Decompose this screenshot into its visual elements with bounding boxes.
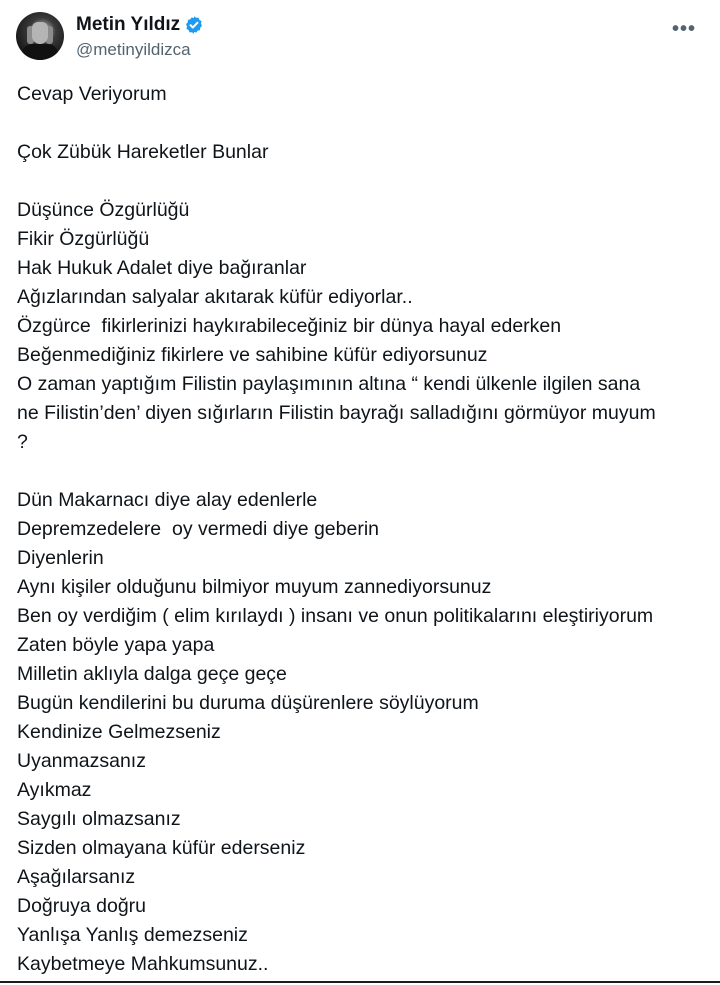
avatar[interactable] (16, 12, 64, 60)
author-handle[interactable]: @metinyildizca (76, 40, 191, 59)
tweet-line: Beğenmediğiniz fikirlere ve sahibine küfür ediyorsunuz (17, 344, 488, 366)
tweet-line: Özgürce fikirlerinizi haykırabileceğiniz bir dünya hayal ederken (17, 315, 562, 337)
tweet-text (17, 80, 712, 979)
tweet-line: O zaman yaptığım Filistin paylaşımının altına “ kendi ülkenle ilgilen sana (17, 373, 641, 395)
tweet-line: Aynı kişiler olduğunu bilmiyor muyum zannediyorsunuz (17, 576, 492, 598)
tweet-line: Sizden olmayana küfür ederseniz (17, 837, 306, 859)
tweet-header (16, 8, 704, 64)
tweet-line: Düşünce Özgürlüğü (17, 199, 190, 221)
tweet-line: Saygılı olmazsanız (17, 808, 181, 830)
more-horizontal-icon[interactable]: ••• (671, 18, 696, 40)
tweet-line: Diyenlerin (17, 547, 104, 569)
tweet-line: Uyanmazsanız (17, 750, 146, 772)
tweet-line: Kaybetmeye Mahkumsunuz.. (17, 953, 269, 975)
tweet-line: Ayıkmaz (17, 779, 92, 801)
tweet-line: Aşağılarsanız (17, 866, 136, 888)
tweet-line: Dün Makarnacı diye alay edenlerle (17, 489, 318, 511)
tweet-line: Doğruya doğru (17, 895, 146, 917)
tweet-line-blank (17, 109, 712, 138)
bottom-divider (0, 981, 720, 983)
tweet-line: Zaten böyle yapa yapa (17, 634, 215, 656)
tweet-line: Depremzedelere oy vermedi diye geberin (17, 518, 380, 540)
tweet-line: Hak Hukuk Adalet diye bağıranlar (17, 257, 307, 279)
avatar-body-shape (22, 44, 58, 60)
tweet-line: Fikir Özgürlüğü (17, 228, 150, 250)
avatar-face-shape (32, 22, 48, 44)
tweet-line: ne Filistin’den’ diyen sığırların Filistin bayrağı salladığını görmüyor muyum (17, 402, 656, 424)
author-name-row (76, 14, 204, 36)
tweet-line: Kendinize Gelmezseniz (17, 721, 221, 743)
tweet-line: Çok Zübük Hareketler Bunlar (17, 141, 269, 163)
author-display-name[interactable]: Metin Yıldız (76, 14, 181, 35)
tweet-line: Bugün kendilerini bu duruma düşürenlere söylüyorum (17, 692, 479, 714)
tweet-line: ? (17, 431, 28, 453)
tweet-line: Ben oy verdiğim ( elim kırılaydı ) insanı ve onun politikalarını eleştiriyorum (17, 605, 654, 627)
verified-badge-icon (184, 15, 204, 35)
tweet-line: Milletin aklıyla dalga geçe geçe (17, 663, 287, 685)
tweet-line: Ağızlarından salyalar akıtarak küfür ediyorlar.. (17, 286, 413, 308)
tweet-line-blank (17, 167, 712, 196)
tweet-line: Cevap Veriyorum (17, 83, 167, 105)
tweet-line-blank (17, 457, 712, 486)
tweet-line: Yanlışa Yanlış demezseniz (17, 924, 248, 946)
